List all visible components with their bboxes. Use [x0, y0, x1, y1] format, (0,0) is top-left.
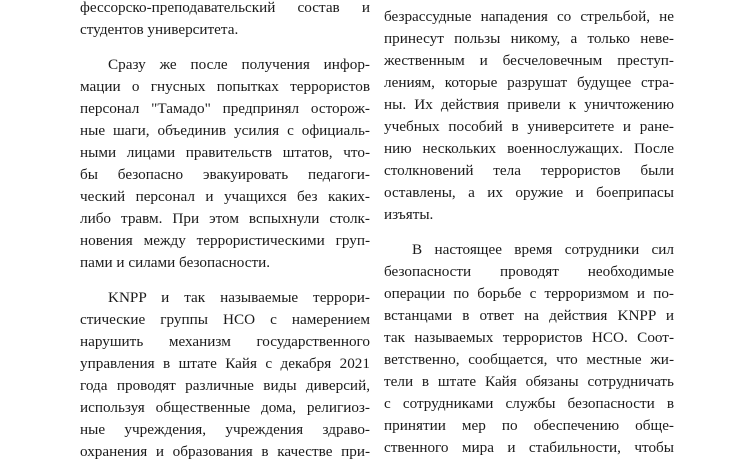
text-line: В настоящее время сотрудники сил: [412, 241, 674, 258]
text-line: учебных пособий в университете и ране-: [384, 118, 674, 135]
text-line: KNPP и так называемые террори-: [108, 289, 370, 306]
text-line: ны. Их действия привели к уничтожению: [384, 96, 674, 113]
text-line: оставлены, а их оружие и боеприпасы: [384, 184, 674, 201]
text-line: студентов университета.: [80, 21, 239, 38]
text-line: ветственно, сообщается, что местные жи-: [384, 351, 674, 368]
text-line: жественным и бесчеловечным преступ-: [384, 52, 674, 69]
text-line: принятии мер по обеспечению обще-: [384, 417, 674, 434]
text-line: используя общественные дома, религиоз-: [80, 399, 370, 416]
text-line: бы безопасно эвакуировать педагоги-: [80, 166, 370, 183]
text-line: нию нескольких военнослужащих. После: [384, 140, 674, 157]
text-line: тели в штате Кайя обязаны сотрудничать: [384, 373, 674, 390]
text-line: ческий персонал и учащихся без каких-: [80, 188, 370, 205]
text-line: фессорско-преподавательский состав и: [80, 0, 370, 16]
text-line: безопасности проводят необходимые: [384, 263, 674, 280]
text-line: ные шаги, объединив усилия с официаль-: [80, 122, 370, 139]
text-line: либо травм. При этом вспыхнули столк-: [80, 210, 370, 227]
text-line: управления в штате Кайя с декабря 2021: [80, 355, 370, 372]
text-line: так называемых террористов НСО. Соот-: [384, 329, 674, 346]
text-line: столкновений тела террористов были: [384, 162, 674, 179]
text-line: безрассудные нападения со стрельбой, не: [384, 8, 674, 25]
text-line: новения между террористическими груп-: [80, 232, 370, 249]
text-line: персонал "Тамадо" предпринял осторож-: [80, 100, 370, 117]
text-line: пами и силами безопасности.: [80, 254, 271, 271]
text-line: изъяты.: [384, 206, 434, 223]
text-line: года проводят различные виды диверсий,: [80, 377, 370, 394]
text-line: операции по борьбе с терроризмом и по-: [384, 285, 674, 302]
text-line: принесут пользы никому, а только неве-: [384, 30, 674, 47]
text-line: ными лицами правительств штатов, что-: [80, 144, 370, 161]
text-line: ственного мира и стабильности, чтобы: [384, 439, 674, 456]
text-line: мации о гнусных попытках террористов: [80, 78, 370, 95]
text-line: охранения и образования в качестве при-: [80, 443, 370, 460]
text-line: лениям, которые разрушат будущее стра-: [384, 74, 674, 91]
text-line: встанцами в ответ на действия KNPP и: [384, 307, 674, 324]
text-line: ные учреждения, учреждения здраво-: [80, 421, 370, 438]
text-line: с сотрудниками службы безопасности в: [384, 395, 674, 412]
text-line: стические группы НСО с намерением: [80, 311, 370, 328]
text-line: Сразу же после получения инфор-: [108, 56, 370, 73]
text-line: нарушить механизм государственного: [80, 333, 370, 350]
